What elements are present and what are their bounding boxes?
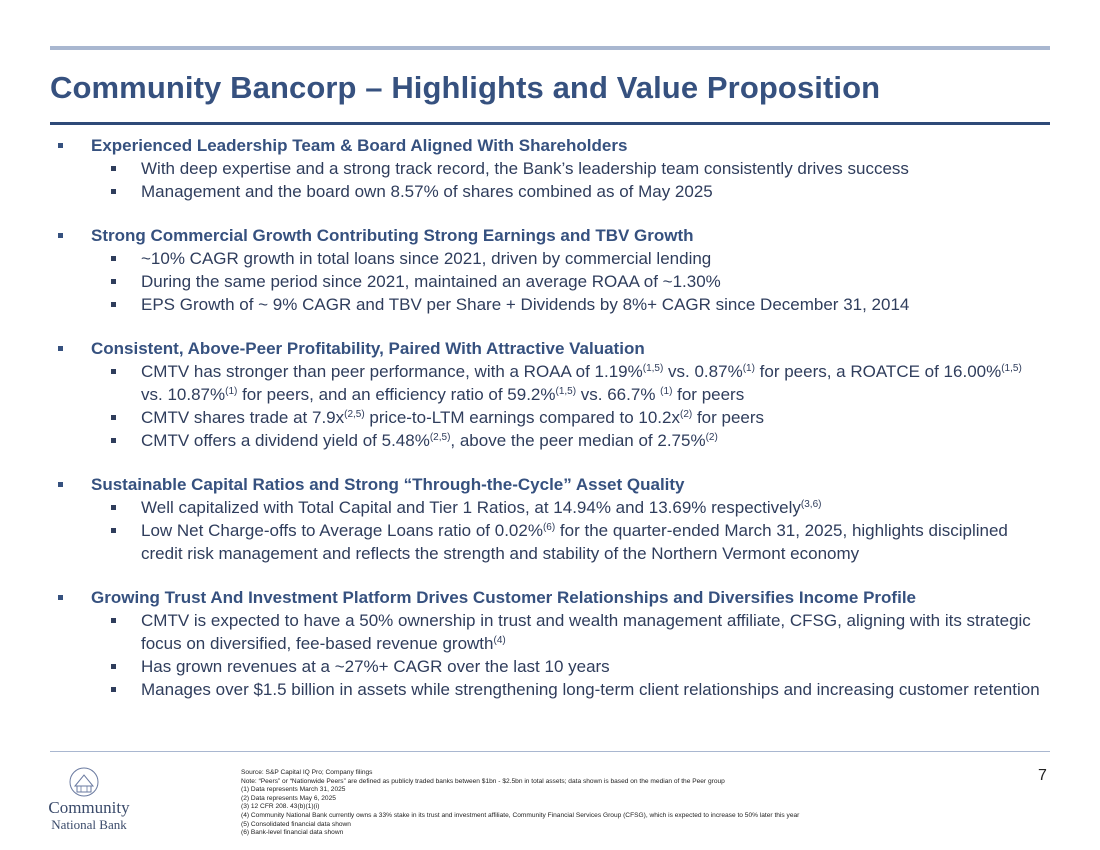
bullet-text: During the same period since 2021, maintained an average ROAA of ~1.30% xyxy=(141,272,721,291)
section-heading xyxy=(58,134,1048,157)
bullet-text: Manages over $1.5 billion in assets while strengthening long-term client relationships and increasing customer retention xyxy=(141,680,1040,699)
square-bullet-icon xyxy=(58,346,63,351)
bullet-text: vs. 66.7% xyxy=(576,385,661,404)
square-bullet-icon xyxy=(58,143,63,148)
bullet-text: With deep expertise and a strong track record, the Bank’s leadership team consistently drives success xyxy=(141,159,909,178)
bullet-text: for peers, and an efficiency ratio of 59.2% xyxy=(237,385,556,404)
footnote-ref: (2) xyxy=(679,409,693,420)
bullet-text: for peers xyxy=(672,385,745,404)
section-heading-text: Sustainable Capital Ratios and Strong “Through-the-Cycle” Asset Quality xyxy=(91,475,685,494)
bullet-text: for the quarter-ended March 31, 2025, highlights disciplined credit risk management and reflects the strength and stability of the Northern Vermont economy xyxy=(141,521,1008,563)
bullet-item xyxy=(58,360,1048,406)
section-heading-text: Experienced Leadership Team & Board Aligned With Shareholders xyxy=(91,136,628,155)
footnote-ref: (1) xyxy=(742,363,755,374)
footnote-ref: (1) xyxy=(660,386,673,397)
bullet-text: for peers xyxy=(692,408,765,427)
footnote-ref: (2,5) xyxy=(344,409,365,420)
page-title: Community Bancorp – Highlights and Value Proposition xyxy=(50,70,881,105)
bank-building-icon xyxy=(66,766,102,798)
bullet-item xyxy=(58,247,1048,270)
footnotes xyxy=(241,769,1001,838)
square-bullet-icon xyxy=(111,664,116,669)
bullet-text: price-to-LTM earnings compared to 10.2x xyxy=(364,408,680,427)
bullet-item xyxy=(58,406,1048,429)
bullet-item xyxy=(58,180,1048,203)
section-heading-text: Strong Commercial Growth Contributing Strong Earnings and TBV Growth xyxy=(91,226,694,245)
bullet-item xyxy=(58,496,1048,519)
highlight-section xyxy=(58,473,1048,565)
bullet-item xyxy=(58,270,1048,293)
footnote-ref: (1,5) xyxy=(642,363,664,374)
bullet-text: CMTV is expected to have a 50% ownership in trust and wealth management affiliate, CFSG, aligning with its strategic focus on diversified, fee-based revenue growth xyxy=(141,611,1031,653)
bullet-item xyxy=(58,519,1048,565)
square-bullet-icon xyxy=(111,415,116,420)
bullet-text: Has grown revenues at a ~27%+ CAGR over the last 10 years xyxy=(141,657,610,676)
bullet-item xyxy=(58,157,1048,180)
footnote-ref: (1,5) xyxy=(555,386,577,397)
bullet-text: EPS Growth of ~ 9% CAGR and TBV per Share + Dividends by 8%+ CAGR since December 31, 2014 xyxy=(141,295,910,314)
square-bullet-icon xyxy=(58,482,63,487)
bullet-text: Low Net Charge-offs to Average Loans ratio of 0.02% xyxy=(141,521,543,540)
section-heading-text: Consistent, Above-Peer Profitability, Paired With Attractive Valuation xyxy=(91,339,645,358)
footnote-line: (5) Consolidated financial data shown xyxy=(241,820,351,828)
highlight-section xyxy=(58,134,1048,203)
bullet-item xyxy=(58,609,1048,655)
square-bullet-icon xyxy=(58,595,63,600)
bottom-rule xyxy=(50,751,1050,752)
bullet-text: for peers, a ROATCE of 16.00% xyxy=(754,362,1002,381)
bullet-item xyxy=(58,429,1048,452)
section-heading xyxy=(58,586,1048,609)
square-bullet-icon xyxy=(111,528,116,533)
bullet-text: vs. 10.87% xyxy=(141,385,226,404)
footnote-line: (3) 12 CFR 208. 43(b)(1)(i) xyxy=(241,803,320,811)
square-bullet-icon xyxy=(111,369,116,374)
highlight-section xyxy=(58,337,1048,452)
square-bullet-icon xyxy=(111,438,116,443)
footnote-line: (1) Data represents March 31, 2025 xyxy=(241,786,346,794)
bullet-text: ~10% CAGR growth in total loans since 2021, driven by commercial lending xyxy=(141,249,712,268)
bullet-text: Well capitalized with Total Capital and Tier 1 Ratios, at 14.94% and 13.69% respectively xyxy=(141,498,801,517)
section-heading-text: Growing Trust And Investment Platform Drives Customer Relationships and Diversifies Income Profile xyxy=(91,588,916,607)
section-heading xyxy=(58,224,1048,247)
footnote-line: (2) Data represents May 6, 2025 xyxy=(241,794,336,802)
square-bullet-icon xyxy=(111,618,116,623)
bullet-text: CMTV shares trade at 7.9x xyxy=(141,408,345,427)
bullet-text: CMTV has stronger than peer performance, with a ROAA of 1.19% xyxy=(141,362,643,381)
community-national-bank-logo xyxy=(44,762,134,842)
square-bullet-icon xyxy=(111,279,116,284)
title-rule xyxy=(50,122,1050,125)
footnote-line: (4) Community National Bank currently owns a 33% stake in its trust and investment affiliate, Community Financial Services Group (CFSG), which is expected to increase to 50% later this year xyxy=(241,811,800,819)
footnote-ref: (6) xyxy=(542,522,556,533)
footnote-ref: (1) xyxy=(225,386,238,397)
top-rule xyxy=(50,46,1050,50)
logo-text-community: Community xyxy=(48,798,130,817)
square-bullet-icon xyxy=(111,302,116,307)
highlight-section xyxy=(58,224,1048,316)
footnote-ref: (2) xyxy=(705,432,718,443)
footnote-line: (6) Bank-level financial data shown xyxy=(241,829,344,837)
footnote-line: Note: “Peers” or “Nationwide Peers” are defined as publicly traded banks between $1bn - $2.5bn in total assets; data shown is based on the median of the Peer group xyxy=(241,777,725,785)
bullet-item xyxy=(58,655,1048,678)
bullet-text: vs. 0.87% xyxy=(663,362,743,381)
bullet-item xyxy=(58,678,1048,701)
bullet-text: , above the peer median of 2.75% xyxy=(450,431,706,450)
section-heading xyxy=(58,337,1048,360)
bullet-text: Management and the board own 8.57% of shares combined as of May 2025 xyxy=(141,182,713,201)
square-bullet-icon xyxy=(111,687,116,692)
square-bullet-icon xyxy=(111,505,116,510)
footnote-ref: (2,5) xyxy=(429,432,451,443)
square-bullet-icon xyxy=(111,256,116,261)
bullet-text: CMTV offers a dividend yield of 5.48% xyxy=(141,431,430,450)
footnote-ref: (4) xyxy=(493,635,506,646)
square-bullet-icon xyxy=(111,166,116,171)
square-bullet-icon xyxy=(58,233,63,238)
section-heading xyxy=(58,473,1048,496)
page-number: 7 xyxy=(1038,767,1047,784)
footnote-ref: (1,5) xyxy=(1001,363,1022,374)
square-bullet-icon xyxy=(111,189,116,194)
footnote-ref: (3,6) xyxy=(800,499,822,510)
highlight-section xyxy=(58,586,1048,701)
highlights-content xyxy=(58,134,1048,722)
bullet-item xyxy=(58,293,1048,316)
footnote-line: Source: S&P Capital IQ Pro; Company filings xyxy=(241,769,373,776)
logo-text-national-bank: National Bank xyxy=(51,817,127,832)
